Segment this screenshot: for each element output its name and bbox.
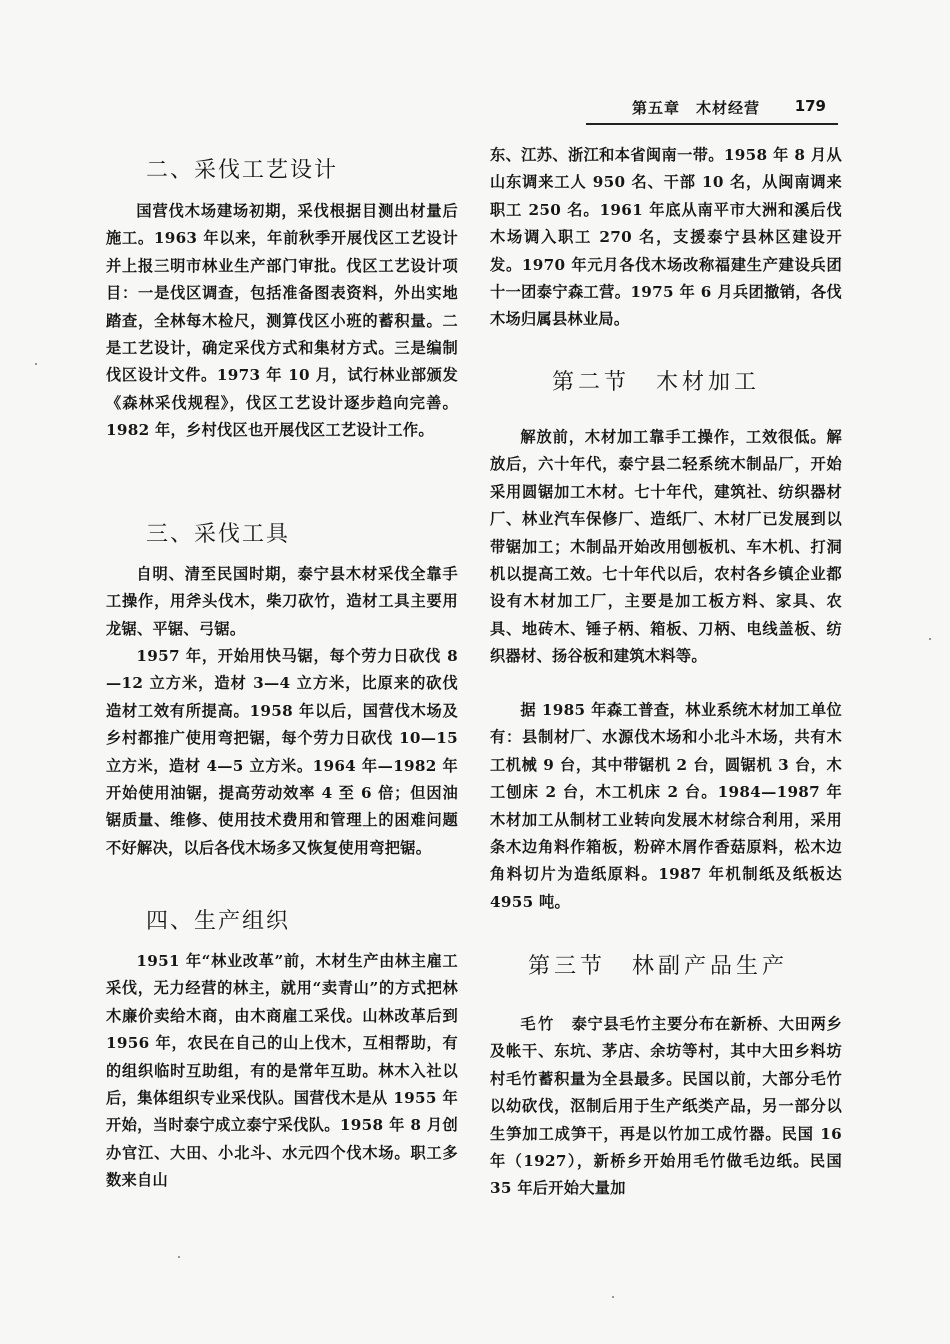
paragraph: 东、江苏、浙江和本省闽南一带。1958 年 8 月从山东调来工人 950 名、干部 10 名，从闽南调来职工 250 名。1961 年底从南平市大洲和溪后伐木场调入职工 270 名，支援泰宁县林区建设开发。1970 年元月各伐木场改称福建生产建设兵团十一团泰宁森工营。1975 年 6 月兵团撤销，各伐木场归属县林业局。: [490, 146, 842, 329]
paragraph: 自明、清至民国时期，泰宁县木材采伐全靠手工操作，用斧头伐木，柴刀砍竹，造材工具主要用龙锯、平锯、弓锯。: [106, 565, 458, 638]
item-lead-term: 毛竹: [520, 1015, 556, 1033]
paragraph: 据 1985 年森工普查，林业系统木材加工单位有：县制材厂、水源伐木场和小北斗木场，共有木工机械 9 台，其中带锯机 2 台，圆锯机 3 台，木工刨床 2 台，木工机床 2 台。1984—1987 年木材加工从制材工业转向发展木材综合利用，采用条木边角料作箱板，粉碎木屑作香菇原料，松木边角料切片为造纸原料。1987 年机制纸及纸板达 4955 吨。: [490, 701, 842, 911]
section-heading-3: 三、采伐工具: [146, 522, 291, 547]
chapter-section-heading-3: 第三节 林副产品生产: [528, 954, 789, 979]
paragraph: 1957 年，开始用快马锯，每个劳力日砍伐 8—12 立方米，造材 3—4 立方米，比原来的砍伐造材工效有所提高。1958 年以后，国营伐木场及乡村都推广使用弯把锯，每个劳力日砍伐 10—15 立方米，造材 4—5 立方米。1964 年—1982 年开始使用油锯，提高劳动效率 4 至 6 倍；但因油锯质量、维修、使用技术费用和管理上的困难问题不好解决，以后各伐木场多又恢复使用弯把锯。: [106, 647, 458, 857]
section-heading-2: 二、采伐工艺设计: [146, 158, 339, 183]
item-text: 泰宁县毛竹主要分布在新桥、大田两乡及帐干、东坑、茅店、余坊等村，其中大田乡料坊村毛竹蓄积量为全县最多。民国以前，大部分毛竹以幼砍伐，沤制后用于生产纸类产品，另一部分以生笋加工成笋干，再是以竹加工成竹器。民国 16 年（1927），新桥乡开始用毛竹做毛边纸。民国 35 年后开始大量加: [490, 1015, 842, 1198]
scan-speck: [929, 638, 931, 640]
paragraph: [490, 1011, 842, 1203]
chapter-title: 第五章 木材经营: [632, 99, 761, 117]
paragraph: 解放前，木材加工靠手工操作，工效很低。解放后，六十年代，泰宁县二轻系统木制品厂，开始采用圆锯加工木材。七十年代，建筑社、纺织器材厂、林业汽车保修厂、造纸厂、木材厂已发展到以带锯加工；木制品开始改用刨板机、车木机、打洞机以提高工效。七十年代以后，农村各乡镇企业都设有木材加工厂，主要是加工板方料、家具、农具、地砖木、锤子柄、箱板、刀柄、电线盖板、纺织器材、扬谷板和建筑木料等。: [490, 428, 842, 666]
scan-speck: [612, 1296, 614, 1298]
scan-speck: [178, 1256, 180, 1258]
paragraph: 1951 年“林业改革”前，木材生产由林主雇工采伐，无力经营的林主，就用“卖青山”的方式把林木廉价卖给木商，由木商雇工采伐。山林改革后到 1956 年，农民在自己的山上伐木，互相帮助，有的组织临时互助组，有的是常年互助。林木入社以后，集体组织专业采伐队。国营伐木是从 1955 年开始，当时泰宁成立泰宁采伐队。1958 年 8 月创办官江、大田、小北斗、水元四个伐木场。职工多数来自山: [106, 952, 458, 1190]
paragraph: 国营伐木场建场初期，采伐根据目测出材量后施工。1963 年以来，年前秋季开展伐区工艺设计并上报三明市林业生产部门审批。伐区工艺设计项目：一是伐区调查，包括准备图表资料，外出实地踏查，全林每木检尺，测算伐区小班的蓄积量。二是工艺设计，确定采伐方式和集材方式。三是编制伐区设计文件。1973 年 10 月，试行林业部颁发《森林采伐规程》，伐区工艺设计逐步趋向完善。1982 年，乡村伐区也开展伐区工艺设计工作。: [106, 202, 458, 440]
running-header: [586, 97, 838, 125]
section-heading-4: 四、生产组织: [146, 909, 291, 934]
scan-speck: [35, 363, 37, 365]
chapter-section-heading-2: 第二节 木材加工: [552, 370, 761, 395]
page-number: 179: [794, 97, 826, 115]
